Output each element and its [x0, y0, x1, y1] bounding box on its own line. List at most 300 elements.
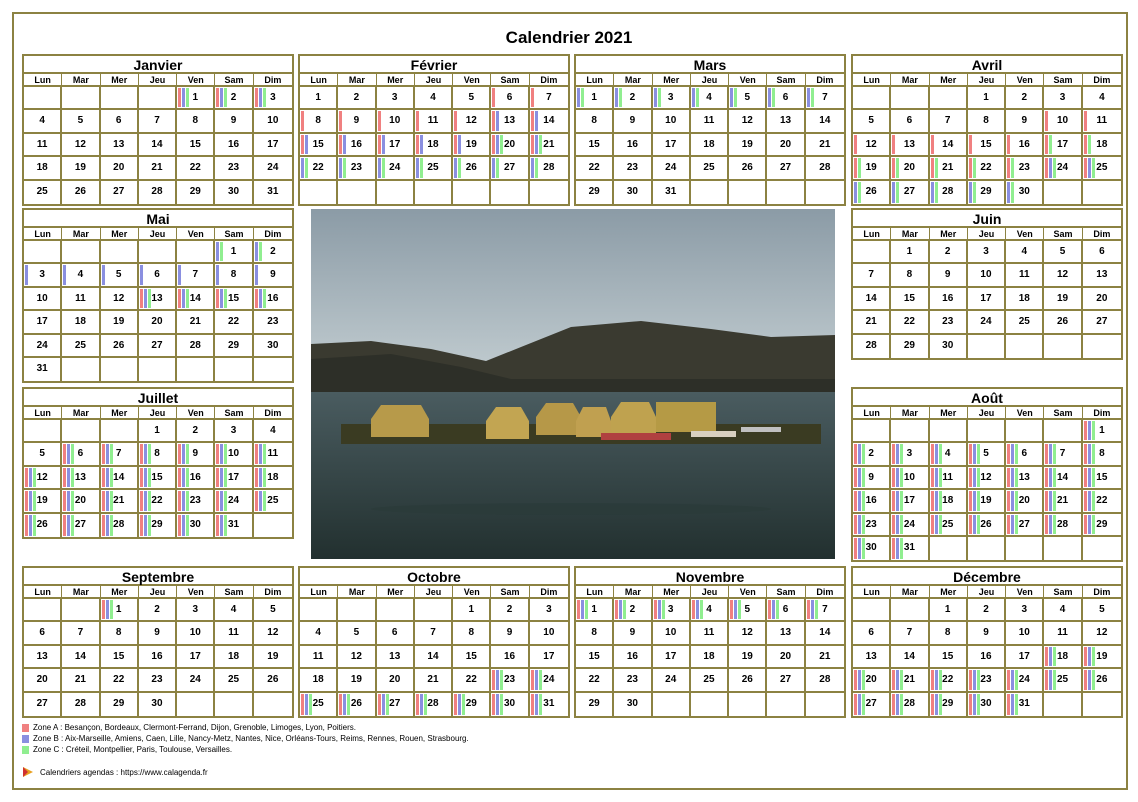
month-grid — [24, 74, 292, 204]
zone-b-holiday-bar — [255, 265, 258, 284]
empty-cell — [24, 420, 62, 443]
day-number: 5 — [270, 604, 276, 615]
holiday-zone-bars — [1045, 444, 1056, 463]
day-cell — [930, 335, 968, 358]
day-cell — [530, 693, 568, 716]
day-cell — [576, 87, 614, 110]
zone-c-holiday-bar — [496, 158, 499, 177]
zone-c-holiday-bar — [1053, 670, 1056, 689]
day-header: Ven — [453, 74, 491, 87]
day-number: 21 — [113, 495, 125, 507]
day-cell — [891, 646, 929, 669]
day-number: 5 — [1059, 246, 1066, 257]
day-number: 11 — [267, 448, 279, 460]
holiday-zone-bars — [255, 468, 266, 487]
day-cell — [215, 646, 253, 669]
month-name: Mars — [576, 56, 844, 74]
footer-link[interactable]: Calendriers agendas : https://www.calagenda.fr — [40, 767, 208, 777]
zone-c-holiday-bar — [1049, 135, 1052, 154]
day-number: 20 — [780, 650, 792, 662]
day-number: 29 — [228, 339, 240, 351]
zone-a-holiday-bar — [1007, 158, 1010, 177]
empty-cell — [177, 358, 215, 381]
zone-c-holiday-bar — [811, 88, 814, 107]
day-number: 14 — [865, 292, 877, 304]
day-number: 3 — [906, 448, 913, 460]
empty-cell — [930, 420, 968, 443]
zone-c-holiday-bar — [700, 600, 703, 619]
holiday-zone-bars — [531, 670, 542, 689]
day-cell — [62, 264, 100, 287]
day-cell — [254, 335, 292, 358]
zone-c-holiday-bar — [662, 600, 665, 619]
day-cell — [215, 241, 253, 264]
day-number: 14 — [543, 115, 555, 127]
day-cell — [24, 311, 62, 334]
day-header: Ven — [729, 586, 767, 599]
day-header: Sam — [491, 586, 529, 599]
day-number: 6 — [154, 269, 160, 281]
day-number: 17 — [267, 138, 279, 150]
zone-a-holiday-bar — [378, 111, 381, 130]
day-cell — [24, 467, 62, 490]
footer — [22, 766, 208, 778]
day-header: Lun — [576, 74, 614, 87]
zone-a-holiday-bar — [931, 694, 934, 715]
day-header: Mer — [930, 407, 968, 420]
holiday-zone-bars — [1045, 647, 1056, 666]
zone-b-holiday-bar — [807, 88, 810, 107]
holiday-zone-bars — [854, 135, 857, 154]
zone-a-swatch — [22, 724, 29, 732]
holiday-zone-bars — [531, 88, 534, 107]
day-cell — [1006, 288, 1044, 311]
month-name: Novembre — [576, 568, 844, 586]
zone-b-holiday-bar — [935, 515, 938, 534]
zone-b-holiday-bar — [1011, 670, 1014, 689]
day-number: 13 — [504, 115, 516, 127]
zone-c-holiday-bar — [585, 600, 588, 619]
day-cell — [530, 134, 568, 157]
holiday-zone-bars — [102, 491, 113, 510]
day-number: 14 — [819, 627, 831, 639]
day-number: 21 — [427, 674, 439, 686]
day-cell — [300, 110, 338, 133]
day-cell — [491, 599, 529, 622]
day-cell — [806, 599, 844, 622]
zone-a-holiday-bar — [1045, 515, 1048, 534]
holiday-zone-bars — [454, 135, 461, 154]
zone-b-holiday-bar — [106, 468, 109, 487]
day-number: 17 — [36, 316, 48, 328]
day-number: 27 — [1096, 316, 1108, 328]
page-title: Calendrier 2021 — [505, 28, 633, 47]
empty-cell — [1083, 181, 1121, 204]
day-cell — [930, 443, 968, 466]
day-number: 23 — [350, 162, 362, 174]
holiday-zone-bars — [1007, 135, 1010, 154]
empty-cell — [767, 693, 805, 716]
day-number: 26 — [74, 185, 86, 197]
day-number: 30 — [151, 697, 163, 709]
zone-b-holiday-bar — [1049, 468, 1052, 487]
zone-c-holiday-bar — [186, 289, 189, 308]
day-number: 4 — [1021, 246, 1028, 257]
day-cell — [1083, 311, 1121, 334]
day-cell — [377, 134, 415, 157]
day-number: 23 — [504, 674, 516, 686]
day-cell — [254, 420, 292, 443]
zone-c-holiday-bar — [973, 182, 976, 203]
day-number: 21 — [151, 162, 163, 174]
holiday-zone-bars — [969, 694, 980, 715]
zone-b-holiday-bar — [935, 468, 938, 487]
day-cell — [853, 514, 891, 537]
day-cell — [853, 110, 891, 133]
day-cell — [139, 110, 177, 133]
day-cell — [300, 622, 338, 645]
day-number: 24 — [980, 316, 992, 328]
zone-c-holiday-bar — [1092, 670, 1095, 689]
day-number: 28 — [942, 185, 954, 197]
day-number: 29 — [1096, 518, 1108, 530]
day-number: 5 — [868, 115, 874, 127]
empty-cell — [215, 358, 253, 381]
day-cell — [653, 646, 691, 669]
zone-b-holiday-bar — [1049, 647, 1052, 666]
day-number: 21 — [903, 674, 915, 686]
day-cell — [930, 311, 968, 334]
day-number: 26 — [741, 162, 753, 174]
zone-b-holiday-bar — [772, 600, 775, 619]
zone-b-holiday-bar — [29, 468, 32, 487]
zone-b-swatch — [22, 735, 29, 743]
zone-c-holiday-bar — [420, 158, 423, 177]
day-number: 22 — [113, 674, 125, 686]
day-cell — [1083, 490, 1121, 513]
day-number: 26 — [865, 185, 877, 197]
day-number: 18 — [942, 495, 954, 507]
day-cell — [453, 646, 491, 669]
day-cell — [1044, 443, 1082, 466]
day-cell — [1006, 693, 1044, 716]
day-cell — [62, 134, 100, 157]
day-cell — [1006, 467, 1044, 490]
day-cell — [215, 157, 253, 180]
zone-c-holiday-bar — [1011, 182, 1014, 203]
month-grid — [853, 228, 1121, 358]
zone-a-holiday-bar — [1045, 158, 1048, 177]
day-cell — [215, 443, 253, 466]
zone-a-holiday-bar — [140, 468, 143, 487]
holiday-zone-bars — [969, 444, 980, 463]
zone-a-holiday-bar — [63, 468, 66, 487]
day-number: 30 — [228, 185, 240, 197]
day-cell — [62, 157, 100, 180]
day-cell — [930, 157, 968, 180]
day-number: 31 — [1018, 697, 1030, 709]
day-cell — [24, 335, 62, 358]
day-number: 28 — [151, 185, 163, 197]
day-number: 5 — [353, 627, 360, 639]
zone-c-holiday-bar — [263, 289, 266, 308]
zone-b-holiday-bar — [220, 88, 223, 107]
day-cell — [62, 622, 100, 645]
day-header: Sam — [215, 74, 253, 87]
day-number: 10 — [543, 627, 555, 639]
zone-a-holiday-bar — [416, 111, 419, 130]
holiday-zone-bars — [892, 694, 903, 715]
day-header: Jeu — [415, 586, 453, 599]
zone-a-holiday-bar — [1045, 670, 1048, 689]
day-number: 8 — [591, 627, 597, 639]
day-header: Mar — [62, 586, 100, 599]
zone-b-holiday-bar — [858, 670, 861, 689]
day-cell — [101, 264, 139, 287]
month-grid — [24, 407, 292, 537]
day-number: 14 — [113, 471, 125, 483]
landscape-photo — [311, 209, 835, 559]
day-number: 8 — [230, 269, 237, 281]
day-cell — [377, 669, 415, 692]
day-number: 26 — [1057, 316, 1069, 328]
zone-b-holiday-bar — [535, 135, 538, 154]
day-cell — [891, 443, 929, 466]
zone-a-holiday-bar — [1045, 647, 1048, 666]
holiday-zone-bars — [969, 182, 976, 203]
day-number: 14 — [819, 115, 831, 127]
day-cell — [930, 669, 968, 692]
holiday-zone-bars — [854, 158, 861, 177]
holiday-zone-bars — [216, 242, 223, 261]
day-number: 13 — [1018, 471, 1030, 483]
day-cell — [254, 490, 292, 513]
day-number: 25 — [312, 697, 324, 709]
day-number: 27 — [113, 185, 125, 197]
day-cell — [453, 622, 491, 645]
zone-b-holiday-bar — [1088, 647, 1091, 666]
zone-b-holiday-bar — [896, 468, 899, 487]
day-cell — [853, 288, 891, 311]
zone-c-holiday-bar — [224, 289, 227, 308]
day-cell — [806, 157, 844, 180]
zone-b-holiday-bar — [858, 694, 861, 715]
day-number: 23 — [626, 674, 638, 686]
zone-c-holiday-bar — [858, 182, 861, 203]
day-number: 14 — [427, 650, 439, 662]
holiday-zone-bars — [178, 468, 189, 487]
zone-b-holiday-bar — [63, 265, 66, 284]
empty-cell — [806, 693, 844, 716]
day-cell — [1044, 157, 1082, 180]
day-number: 15 — [228, 292, 240, 304]
day-number: 27 — [903, 185, 915, 197]
holiday-zone-bars — [931, 694, 942, 715]
day-number: 26 — [267, 674, 279, 686]
day-number: 17 — [1018, 650, 1030, 662]
zone-c-holiday-bar — [772, 88, 775, 107]
day-cell — [139, 134, 177, 157]
zone-c-holiday-bar — [1053, 515, 1056, 534]
zone-a-holiday-bar — [931, 158, 934, 177]
day-cell — [1044, 134, 1082, 157]
zone-c-holiday-bar — [1092, 444, 1095, 463]
zone-b-holiday-bar — [496, 670, 499, 689]
day-number: 2 — [230, 92, 237, 103]
empty-cell — [101, 87, 139, 110]
zone-a-holiday-bar — [339, 135, 342, 154]
zone-b-holiday-bar — [858, 538, 861, 559]
day-number: 18 — [267, 471, 279, 483]
day-number: 22 — [1096, 495, 1108, 507]
zone-b-holiday-bar — [973, 444, 976, 463]
day-header: Mar — [338, 74, 376, 87]
day-number: 2 — [1021, 92, 1028, 103]
day-cell — [614, 134, 652, 157]
day-header: Ven — [177, 407, 215, 420]
day-cell — [215, 264, 253, 287]
day-cell — [1083, 87, 1121, 110]
day-number: 24 — [36, 339, 48, 351]
day-cell — [853, 669, 891, 692]
day-number: 9 — [983, 627, 989, 639]
day-cell — [729, 134, 767, 157]
day-cell — [139, 467, 177, 490]
zone-a-holiday-bar — [492, 135, 495, 154]
day-number: 16 — [626, 138, 638, 150]
zone-b-holiday-bar — [969, 182, 972, 203]
day-header: Sam — [1044, 407, 1082, 420]
zone-b-holiday-bar — [858, 444, 861, 463]
zone-c-holiday-bar — [973, 158, 976, 177]
day-cell — [614, 110, 652, 133]
day-header: Dim — [254, 407, 292, 420]
day-cell — [177, 514, 215, 537]
zone-b-holiday-bar — [144, 289, 147, 308]
day-header: Jeu — [691, 74, 729, 87]
month-name: Février — [300, 56, 568, 74]
zone-b-holiday-bar — [896, 444, 899, 463]
day-cell — [530, 599, 568, 622]
day-cell — [729, 646, 767, 669]
holiday-zone-bars — [768, 88, 775, 107]
zone-a-holiday-bar — [378, 694, 381, 715]
holiday-zone-bars — [931, 135, 934, 154]
day-cell — [62, 490, 100, 513]
day-cell — [215, 669, 253, 692]
day-cell — [254, 87, 292, 110]
zone-b-holiday-bar — [29, 515, 32, 536]
day-cell — [215, 622, 253, 645]
day-number: 19 — [1096, 650, 1108, 662]
zone-c-holiday-bar — [224, 491, 227, 510]
day-header: Sam — [767, 74, 805, 87]
day-cell — [1006, 514, 1044, 537]
day-number: 22 — [942, 674, 954, 686]
day-header: Jeu — [139, 586, 177, 599]
day-number: 16 — [267, 292, 279, 304]
day-number: 31 — [665, 185, 677, 197]
day-cell — [139, 599, 177, 622]
zone-c-holiday-bar — [619, 88, 622, 107]
zone-c-holiday-bar — [263, 491, 266, 510]
day-number: 28 — [865, 339, 877, 351]
day-number: 16 — [151, 650, 163, 662]
day-number: 19 — [267, 650, 279, 662]
zone-b-holiday-bar — [343, 694, 346, 715]
zone-c-holiday-bar — [71, 444, 74, 463]
day-cell — [177, 669, 215, 692]
holiday-zone-bars — [577, 88, 584, 107]
zone-a-holiday-bar — [931, 670, 934, 689]
zone-b-holiday-bar — [535, 111, 538, 130]
day-cell — [1044, 467, 1082, 490]
day-number: 5 — [77, 115, 84, 127]
day-cell — [1083, 241, 1121, 264]
holiday-zone-bars — [615, 600, 626, 619]
holiday-zone-bars — [378, 111, 381, 130]
day-number: 24 — [903, 518, 915, 530]
day-cell — [101, 157, 139, 180]
day-number: 3 — [39, 269, 45, 281]
holiday-zone-bars — [730, 88, 737, 107]
day-cell — [968, 467, 1006, 490]
zone-a-holiday-bar — [1045, 444, 1048, 463]
day-cell — [930, 490, 968, 513]
zone-a-holiday-bar — [931, 468, 934, 487]
day-cell — [101, 490, 139, 513]
zone-a-holiday-bar — [854, 538, 857, 559]
day-number: 11 — [427, 115, 439, 127]
holiday-zone-bars — [931, 670, 942, 689]
day-number: 9 — [1021, 115, 1028, 127]
holiday-zone-bars — [255, 289, 266, 308]
day-header: Dim — [1083, 407, 1121, 420]
holiday-zone-bars — [654, 600, 665, 619]
day-number: 13 — [780, 115, 792, 127]
day-number: 22 — [465, 674, 477, 686]
day-cell — [767, 669, 805, 692]
legend-zone-c-text: Zone C : Créteil, Montpellier, Paris, Toulouse, Versailles. — [33, 745, 233, 754]
day-number: 28 — [74, 697, 86, 709]
day-header: Dim — [806, 74, 844, 87]
day-number: 11 — [36, 138, 48, 150]
holiday-zone-bars — [1084, 158, 1095, 177]
holiday-zone-bars — [1084, 468, 1095, 487]
zone-b-holiday-bar — [935, 444, 938, 463]
holiday-zone-bars — [892, 670, 903, 689]
zone-a-holiday-bar — [654, 600, 657, 619]
day-cell — [139, 311, 177, 334]
day-cell — [215, 288, 253, 311]
month-1 — [298, 54, 570, 206]
day-cell — [338, 669, 376, 692]
day-cell — [139, 490, 177, 513]
day-cell — [491, 693, 529, 716]
zone-b-holiday-bar — [973, 468, 976, 487]
zone-b-holiday-bar — [1088, 468, 1091, 487]
month-name: Septembre — [24, 568, 292, 586]
day-number: 3 — [1059, 92, 1066, 103]
day-cell — [576, 157, 614, 180]
day-number: 12 — [350, 650, 362, 662]
holiday-zone-bars — [378, 135, 385, 154]
day-header: Ven — [177, 586, 215, 599]
zone-c-holiday-bar — [110, 600, 113, 619]
holiday-zone-bars — [931, 444, 942, 463]
zone-b-holiday-bar — [896, 538, 899, 559]
day-cell — [101, 693, 139, 716]
